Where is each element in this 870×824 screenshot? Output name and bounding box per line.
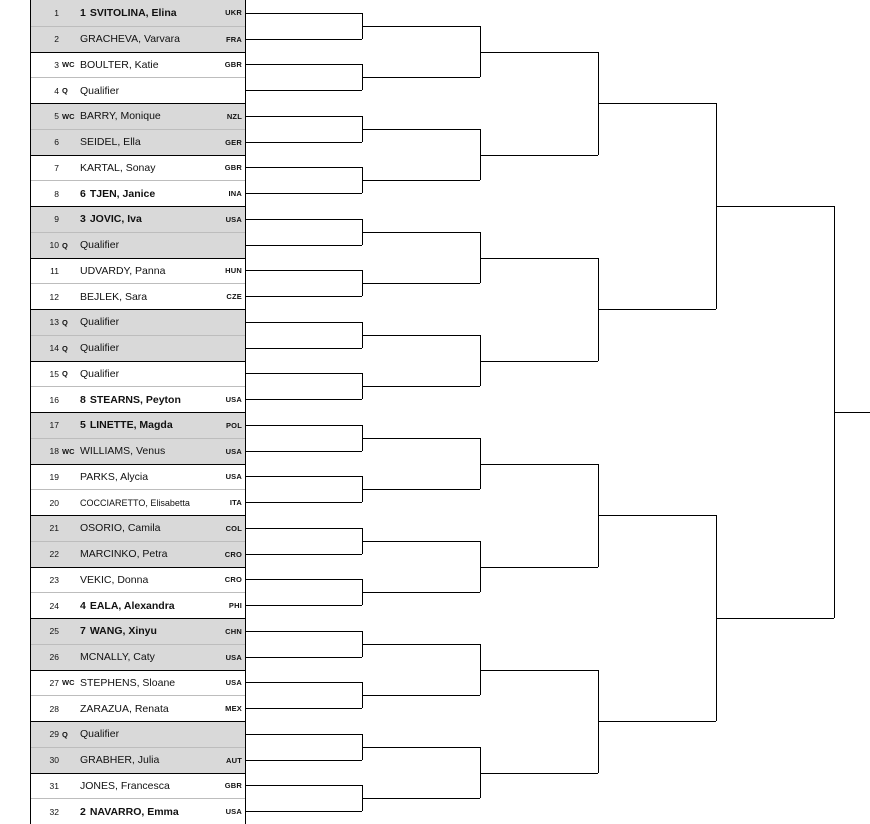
entry-status-mark: Q xyxy=(62,86,68,96)
player-nationality: USA xyxy=(225,446,242,456)
draw-entry-row[interactable] xyxy=(31,0,245,26)
player-name[interactable]: BEJLEK, Sara xyxy=(80,290,148,303)
draw-entry-row[interactable] xyxy=(31,206,245,232)
player-name[interactable]: PARKS, Alycia xyxy=(80,470,149,483)
player-name[interactable]: Qualifier xyxy=(80,342,120,355)
entry-position: 11 xyxy=(50,265,59,276)
entry-position: 30 xyxy=(49,755,59,766)
player-nationality: HUN xyxy=(225,266,242,276)
bracket-connector-horizontal xyxy=(246,142,362,143)
entry-position: 12 xyxy=(49,291,59,302)
player-name[interactable] xyxy=(78,600,212,612)
player-name[interactable]: GRACHEVA, Varvara xyxy=(80,33,180,46)
bracket-connector-horizontal xyxy=(716,206,834,207)
entry-position: 16 xyxy=(49,394,59,405)
bracket-connector-horizontal xyxy=(480,773,598,774)
entry-status-mark: Q xyxy=(62,369,68,379)
draw-entry-row[interactable] xyxy=(31,567,245,593)
player-seed: 3 xyxy=(80,213,86,226)
entry-status-mark: WC xyxy=(62,446,75,456)
bracket-connector-horizontal xyxy=(362,489,480,490)
bracket-connector-horizontal xyxy=(246,476,362,477)
player-name[interactable] xyxy=(78,188,212,200)
bracket-connector-horizontal xyxy=(246,219,362,220)
bracket-connector-horizontal xyxy=(246,425,362,426)
draw-entry-row[interactable] xyxy=(31,232,245,258)
entry-status-mark: WC xyxy=(62,111,75,121)
bracket-connector-horizontal xyxy=(246,708,362,709)
player-name-text: LINETTE, Magda xyxy=(89,419,173,432)
draw-entry-row[interactable] xyxy=(31,618,245,644)
entry-position: 9 xyxy=(54,214,59,225)
player-name[interactable] xyxy=(78,419,212,431)
player-name-text: JOVIC, Iva xyxy=(89,213,142,226)
bracket-connector-horizontal xyxy=(362,232,480,233)
player-name-text: NAVARRO, Emma xyxy=(89,805,179,818)
draw-entry-row[interactable] xyxy=(31,798,245,824)
entry-position: 4 xyxy=(54,85,59,96)
bracket-connector-horizontal xyxy=(246,734,362,735)
bracket-connector-horizontal xyxy=(246,631,362,632)
bracket-connector-horizontal xyxy=(246,682,362,683)
player-name[interactable]: BOULTER, Katie xyxy=(80,58,159,71)
bracket-connector-horizontal xyxy=(246,245,362,246)
bracket-connector-horizontal xyxy=(246,167,362,168)
bracket-connector-horizontal xyxy=(362,747,480,748)
draw-entry-row[interactable] xyxy=(31,52,245,78)
player-name[interactable]: STEPHENS, Sloane xyxy=(80,676,176,689)
bracket-connector-horizontal xyxy=(362,386,480,387)
draw-entry-row[interactable] xyxy=(31,77,245,103)
entry-position: 6 xyxy=(54,137,59,148)
player-name[interactable] xyxy=(78,806,212,818)
entry-status-mark: Q xyxy=(62,343,68,353)
bracket-connector-horizontal xyxy=(834,412,870,413)
bracket-connector-horizontal xyxy=(480,361,598,362)
draw-entry-row[interactable] xyxy=(31,335,245,361)
draw-entry-row[interactable] xyxy=(31,670,245,696)
draw-entry-row[interactable] xyxy=(31,695,245,721)
player-nationality: COL xyxy=(225,523,242,533)
bracket-connector-horizontal xyxy=(246,502,362,503)
draw-entry-row[interactable] xyxy=(31,258,245,284)
player-nationality: USA xyxy=(225,807,242,817)
draw-entry-row[interactable] xyxy=(31,747,245,773)
draw-entry-row[interactable] xyxy=(31,464,245,490)
player-nationality: USA xyxy=(225,472,242,482)
bracket-connector-horizontal xyxy=(246,296,362,297)
player-nationality: FRA xyxy=(225,34,242,44)
entry-position: 1 xyxy=(54,7,59,18)
bracket-connector-horizontal xyxy=(246,605,362,606)
entry-position: 17 xyxy=(49,420,59,431)
bracket-connector-horizontal xyxy=(246,348,362,349)
bracket-connector-horizontal xyxy=(246,64,362,65)
player-nationality: USA xyxy=(225,395,242,405)
draw-entry-row[interactable] xyxy=(31,721,245,747)
bracket-connector-horizontal xyxy=(598,721,716,722)
player-name[interactable] xyxy=(78,213,212,225)
player-nationality: CHN xyxy=(225,626,242,636)
entry-position: 5 xyxy=(54,111,59,122)
draw-entry-row[interactable] xyxy=(31,386,245,412)
draw-entry-row[interactable] xyxy=(31,592,245,618)
draw-entry-row[interactable] xyxy=(31,644,245,670)
bracket-connector-horizontal xyxy=(246,760,362,761)
draw-entry-row[interactable] xyxy=(31,412,245,438)
entry-position: 18 xyxy=(49,446,59,457)
bracket-connector-horizontal xyxy=(362,798,480,799)
bracket-connector-horizontal xyxy=(246,811,362,812)
player-nationality: MEX xyxy=(225,704,242,714)
draw-entry-row[interactable] xyxy=(31,129,245,155)
player-seed: 1 xyxy=(80,6,86,19)
player-name-text: WANG, Xinyu xyxy=(89,625,157,638)
entry-status-mark: WC xyxy=(62,678,75,688)
bracket-connector-horizontal xyxy=(480,670,598,671)
player-seed: 6 xyxy=(80,187,86,200)
bracket-connector-horizontal xyxy=(598,309,716,310)
draw-entry-row[interactable] xyxy=(31,515,245,541)
bracket-connector-horizontal xyxy=(246,657,362,658)
bracket-connector-horizontal xyxy=(246,451,362,452)
player-name[interactable] xyxy=(78,625,212,637)
bracket-connector-horizontal xyxy=(362,77,480,78)
entry-status-mark: Q xyxy=(62,240,68,250)
player-seed: 8 xyxy=(80,393,86,406)
player-name[interactable]: OSORIO, Camila xyxy=(80,522,161,535)
bracket-connector-horizontal xyxy=(362,541,480,542)
player-nationality: NZL xyxy=(226,111,242,121)
draw-entry-row[interactable] xyxy=(31,361,245,387)
player-nationality: CRO xyxy=(224,549,242,559)
bracket-connector-horizontal xyxy=(362,283,480,284)
entry-position: 28 xyxy=(49,703,59,714)
bracket-connector-horizontal xyxy=(246,39,362,40)
player-name[interactable]: Qualifier xyxy=(80,367,120,380)
bracket-connector-horizontal xyxy=(598,103,716,104)
entry-position: 26 xyxy=(49,652,59,663)
player-name[interactable]: Qualifier xyxy=(80,316,120,329)
player-seed: 2 xyxy=(80,805,86,818)
bracket-connector-horizontal xyxy=(362,26,480,27)
bracket-connector-horizontal xyxy=(362,644,480,645)
bracket-connector-horizontal xyxy=(246,116,362,117)
bracket-connector-horizontal xyxy=(246,528,362,529)
player-name[interactable]: BARRY, Monique xyxy=(80,110,161,123)
player-nationality: ITA xyxy=(229,498,242,508)
player-nationality: CZE xyxy=(226,292,242,302)
bracket-connector-horizontal xyxy=(480,567,598,568)
bracket-connector-horizontal xyxy=(246,785,362,786)
bracket-connector-horizontal xyxy=(246,373,362,374)
player-name-text: EALA, Alexandra xyxy=(89,599,175,612)
player-name[interactable]: Qualifier xyxy=(80,728,120,741)
player-name[interactable]: MARCINKO, Petra xyxy=(80,548,168,561)
entry-position: 24 xyxy=(49,600,59,611)
entry-position: 7 xyxy=(54,162,59,173)
player-name[interactable]: SEIDEL, Ella xyxy=(80,136,141,149)
draw-entry-row[interactable] xyxy=(31,541,245,567)
draw-entry-row[interactable] xyxy=(31,180,245,206)
draw-entry-row[interactable] xyxy=(31,309,245,335)
player-nationality: GBR xyxy=(224,60,242,70)
entry-position: 20 xyxy=(49,497,59,508)
player-nationality: CRO xyxy=(224,575,242,585)
player-name[interactable]: KARTAL, Sonay xyxy=(80,161,156,174)
bracket-connector-horizontal xyxy=(362,438,480,439)
entry-position: 23 xyxy=(49,574,59,585)
player-name[interactable]: COCCIARETTO, Elisabetta xyxy=(80,497,190,508)
player-nationality: USA xyxy=(225,652,242,662)
draw-entry-row[interactable] xyxy=(31,26,245,52)
entry-status-mark: Q xyxy=(62,317,68,327)
bracket-connector-horizontal xyxy=(716,618,834,619)
player-name-text: SVITOLINA, Elina xyxy=(89,6,177,19)
bracket-connector-horizontal xyxy=(362,129,480,130)
entry-position: 21 xyxy=(49,523,59,534)
player-nationality: GBR xyxy=(224,781,242,791)
entry-position: 10 xyxy=(49,240,59,251)
entry-status-mark: Q xyxy=(62,729,68,739)
player-name[interactable]: UDVARDY, Panna xyxy=(80,264,166,277)
bracket-connector-horizontal xyxy=(362,335,480,336)
player-nationality: POL xyxy=(225,420,242,430)
bracket-connector-horizontal xyxy=(480,52,598,53)
player-seed: 7 xyxy=(80,625,86,638)
player-name-text: TJEN, Janice xyxy=(89,187,156,200)
player-nationality: GER xyxy=(225,137,242,147)
entry-position: 8 xyxy=(54,188,59,199)
bracket-connector-horizontal xyxy=(598,515,716,516)
bracket-connector-horizontal xyxy=(246,193,362,194)
draw-entry-row[interactable] xyxy=(31,155,245,181)
player-name[interactable] xyxy=(78,394,212,406)
player-nationality: UKR xyxy=(225,8,242,18)
entry-position: 14 xyxy=(49,343,59,354)
bracket-connector-horizontal xyxy=(246,554,362,555)
draw-entry-row[interactable] xyxy=(31,438,245,464)
entry-status-mark: WC xyxy=(62,60,75,70)
entry-position: 32 xyxy=(49,806,59,817)
bracket-connector-horizontal xyxy=(246,579,362,580)
entry-position: 19 xyxy=(49,471,59,482)
player-name[interactable]: VEKIC, Donna xyxy=(80,573,149,586)
draw-entry-row[interactable] xyxy=(31,773,245,799)
bracket-connector-horizontal xyxy=(480,155,598,156)
entry-position: 15 xyxy=(49,368,59,379)
player-nationality: USA xyxy=(225,678,242,688)
player-name[interactable]: JONES, Francesca xyxy=(80,779,170,792)
player-nationality: PHI xyxy=(228,601,242,611)
entry-position: 13 xyxy=(49,317,59,328)
player-nationality: USA xyxy=(225,214,242,224)
bracket-connector-horizontal xyxy=(246,322,362,323)
bracket-connector-horizontal xyxy=(246,399,362,400)
entry-position: 31 xyxy=(49,780,59,791)
player-name[interactable]: Qualifier xyxy=(80,84,120,97)
entry-position: 25 xyxy=(49,626,59,637)
player-nationality: AUT xyxy=(225,755,242,765)
player-name[interactable] xyxy=(78,7,212,19)
bracket-connector-horizontal xyxy=(246,13,362,14)
player-name-text: STEARNS, Peyton xyxy=(89,393,181,406)
player-seed: 4 xyxy=(80,599,86,612)
entry-position: 29 xyxy=(49,729,59,740)
player-name[interactable]: WILLIAMS, Venus xyxy=(80,445,166,458)
player-name[interactable]: ZARAZUA, Renata xyxy=(80,702,169,715)
player-seed: 5 xyxy=(80,419,86,432)
draw-entry-list xyxy=(30,0,246,824)
entry-position: 3 xyxy=(54,59,59,70)
entry-position: 2 xyxy=(54,34,59,45)
bracket-connector-horizontal xyxy=(480,464,598,465)
bracket-connector-horizontal xyxy=(362,695,480,696)
player-name[interactable]: GRABHER, Julia xyxy=(80,754,160,767)
draw-entry-row[interactable] xyxy=(31,103,245,129)
bracket-connector-horizontal xyxy=(246,90,362,91)
draw-entry-row[interactable] xyxy=(31,489,245,515)
player-nationality: GBR xyxy=(224,163,242,173)
player-name[interactable]: Qualifier xyxy=(80,239,120,252)
bracket-connector-horizontal xyxy=(362,592,480,593)
draw-entry-row[interactable] xyxy=(31,283,245,309)
bracket-connector-horizontal xyxy=(246,270,362,271)
bracket-connector-horizontal xyxy=(480,258,598,259)
entry-position: 22 xyxy=(49,549,59,560)
player-nationality: INA xyxy=(228,189,242,199)
entry-position: 27 xyxy=(49,677,59,688)
bracket-connector-horizontal xyxy=(362,180,480,181)
player-name[interactable]: MCNALLY, Caty xyxy=(80,651,155,664)
